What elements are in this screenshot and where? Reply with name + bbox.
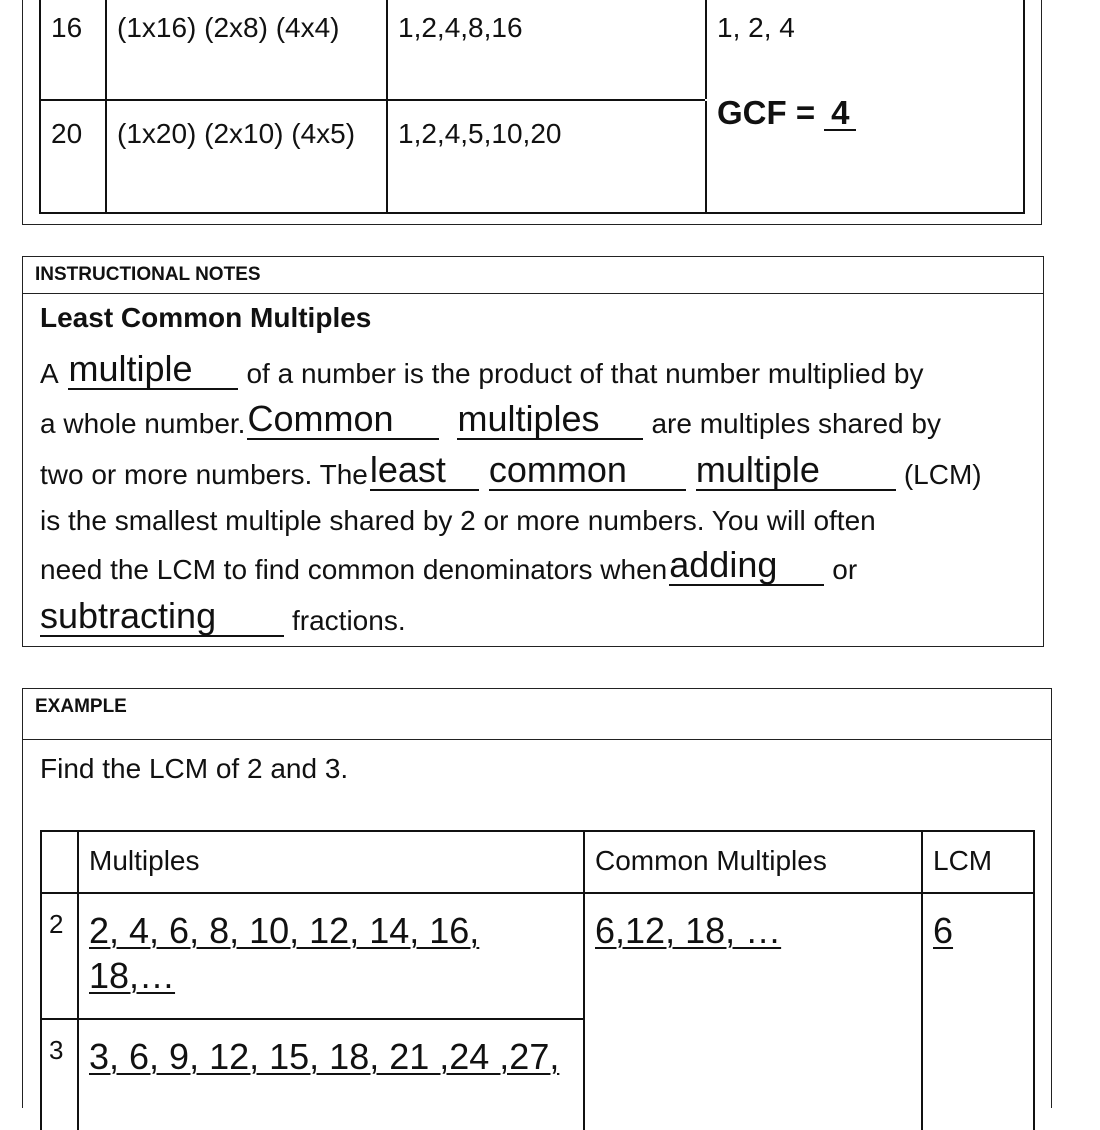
multiples-line: 2, 4, 6, 8, 10, 12, 14, 16, (89, 910, 480, 951)
common-multiples-cell: 6,12, 18, … (595, 910, 782, 951)
fill-in-blank: common (489, 451, 686, 491)
notes-line (40, 586, 1033, 637)
lcm-table (40, 830, 1035, 1130)
table-row (39, 101, 705, 214)
notes-text: need the LCM to find common denominators when (40, 554, 668, 585)
column-header-multiples: Multiples (89, 845, 200, 876)
section-header: INSTRUCTIONAL NOTES (23, 257, 1043, 294)
notes-text: fractions. (292, 605, 406, 636)
notes-text: are multiples shared by (651, 408, 941, 439)
table-row (39, 0, 705, 101)
row-label: 3 (49, 1035, 64, 1065)
notes-text: or (832, 554, 858, 585)
notes-line (40, 340, 1033, 390)
fill-in-blank: subtracting (40, 597, 284, 637)
notes-text: two or more numbers. The (40, 459, 368, 490)
fill-in-blank: multiples (457, 400, 643, 440)
instructional-notes-section (22, 256, 1044, 647)
notes-text: is the smallest multiple shared by 2 or more numbers. You will often (40, 505, 876, 536)
common-factors-list: 1, 2, 4 (717, 12, 795, 43)
notes-line (40, 537, 1033, 586)
notes-line (40, 390, 1033, 440)
factor-pairs-cell: (1x20) (2x10) (4x5) (107, 101, 388, 212)
row-label: 2 (49, 909, 64, 939)
fill-in-blank: Common (247, 400, 439, 440)
section-header: EXAMPLE (23, 689, 1051, 740)
gcf-answer (717, 94, 856, 132)
example-section (22, 688, 1052, 1108)
gcf-section (22, 0, 1042, 225)
factors-cell: 1,2,4,8,16 (388, 0, 707, 99)
multiples-cell (79, 1020, 583, 1130)
fill-in-blank: adding (669, 546, 824, 586)
number-cell: 20 (41, 101, 107, 212)
column-header-lcm: LCM (933, 845, 993, 876)
notes-line (40, 440, 1033, 491)
notes-text: of a number is the product of that number multiplied by (246, 358, 924, 389)
gcf-value: 4 (824, 96, 856, 131)
notes-text: (LCM) (903, 459, 982, 490)
multiples-line: 3, 6, 9, 12, 15, 18, 21 ,24 ,27, (89, 1036, 560, 1077)
fill-in-blank: multiple (696, 451, 896, 491)
notes-text: a whole number. (40, 408, 246, 439)
number-cell: 16 (41, 0, 107, 99)
common-factors-cell (705, 0, 1025, 214)
column-header-common-multiples: Common Multiples (595, 845, 827, 876)
gcf-label: GCF = (717, 94, 825, 131)
lcm-value-cell: 6 (933, 910, 954, 951)
fill-in-blank: multiple (68, 350, 238, 390)
notes-title: Least Common Multiples (40, 302, 372, 333)
notes-body (23, 294, 1043, 637)
gcf-table (39, 0, 1026, 216)
multiples-line: 18,… (89, 955, 176, 996)
notes-line (40, 491, 1033, 537)
factors-cell: 1,2,4,5,10,20 (388, 101, 707, 212)
factor-pairs-cell: (1x16) (2x8) (4x4) (107, 0, 388, 99)
multiples-cell (79, 894, 583, 1018)
notes-text: A (40, 358, 59, 389)
example-prompt: Find the LCM of 2 and 3. (40, 753, 349, 784)
table-border (1033, 830, 1035, 1130)
fill-in-blank: least (370, 451, 479, 491)
